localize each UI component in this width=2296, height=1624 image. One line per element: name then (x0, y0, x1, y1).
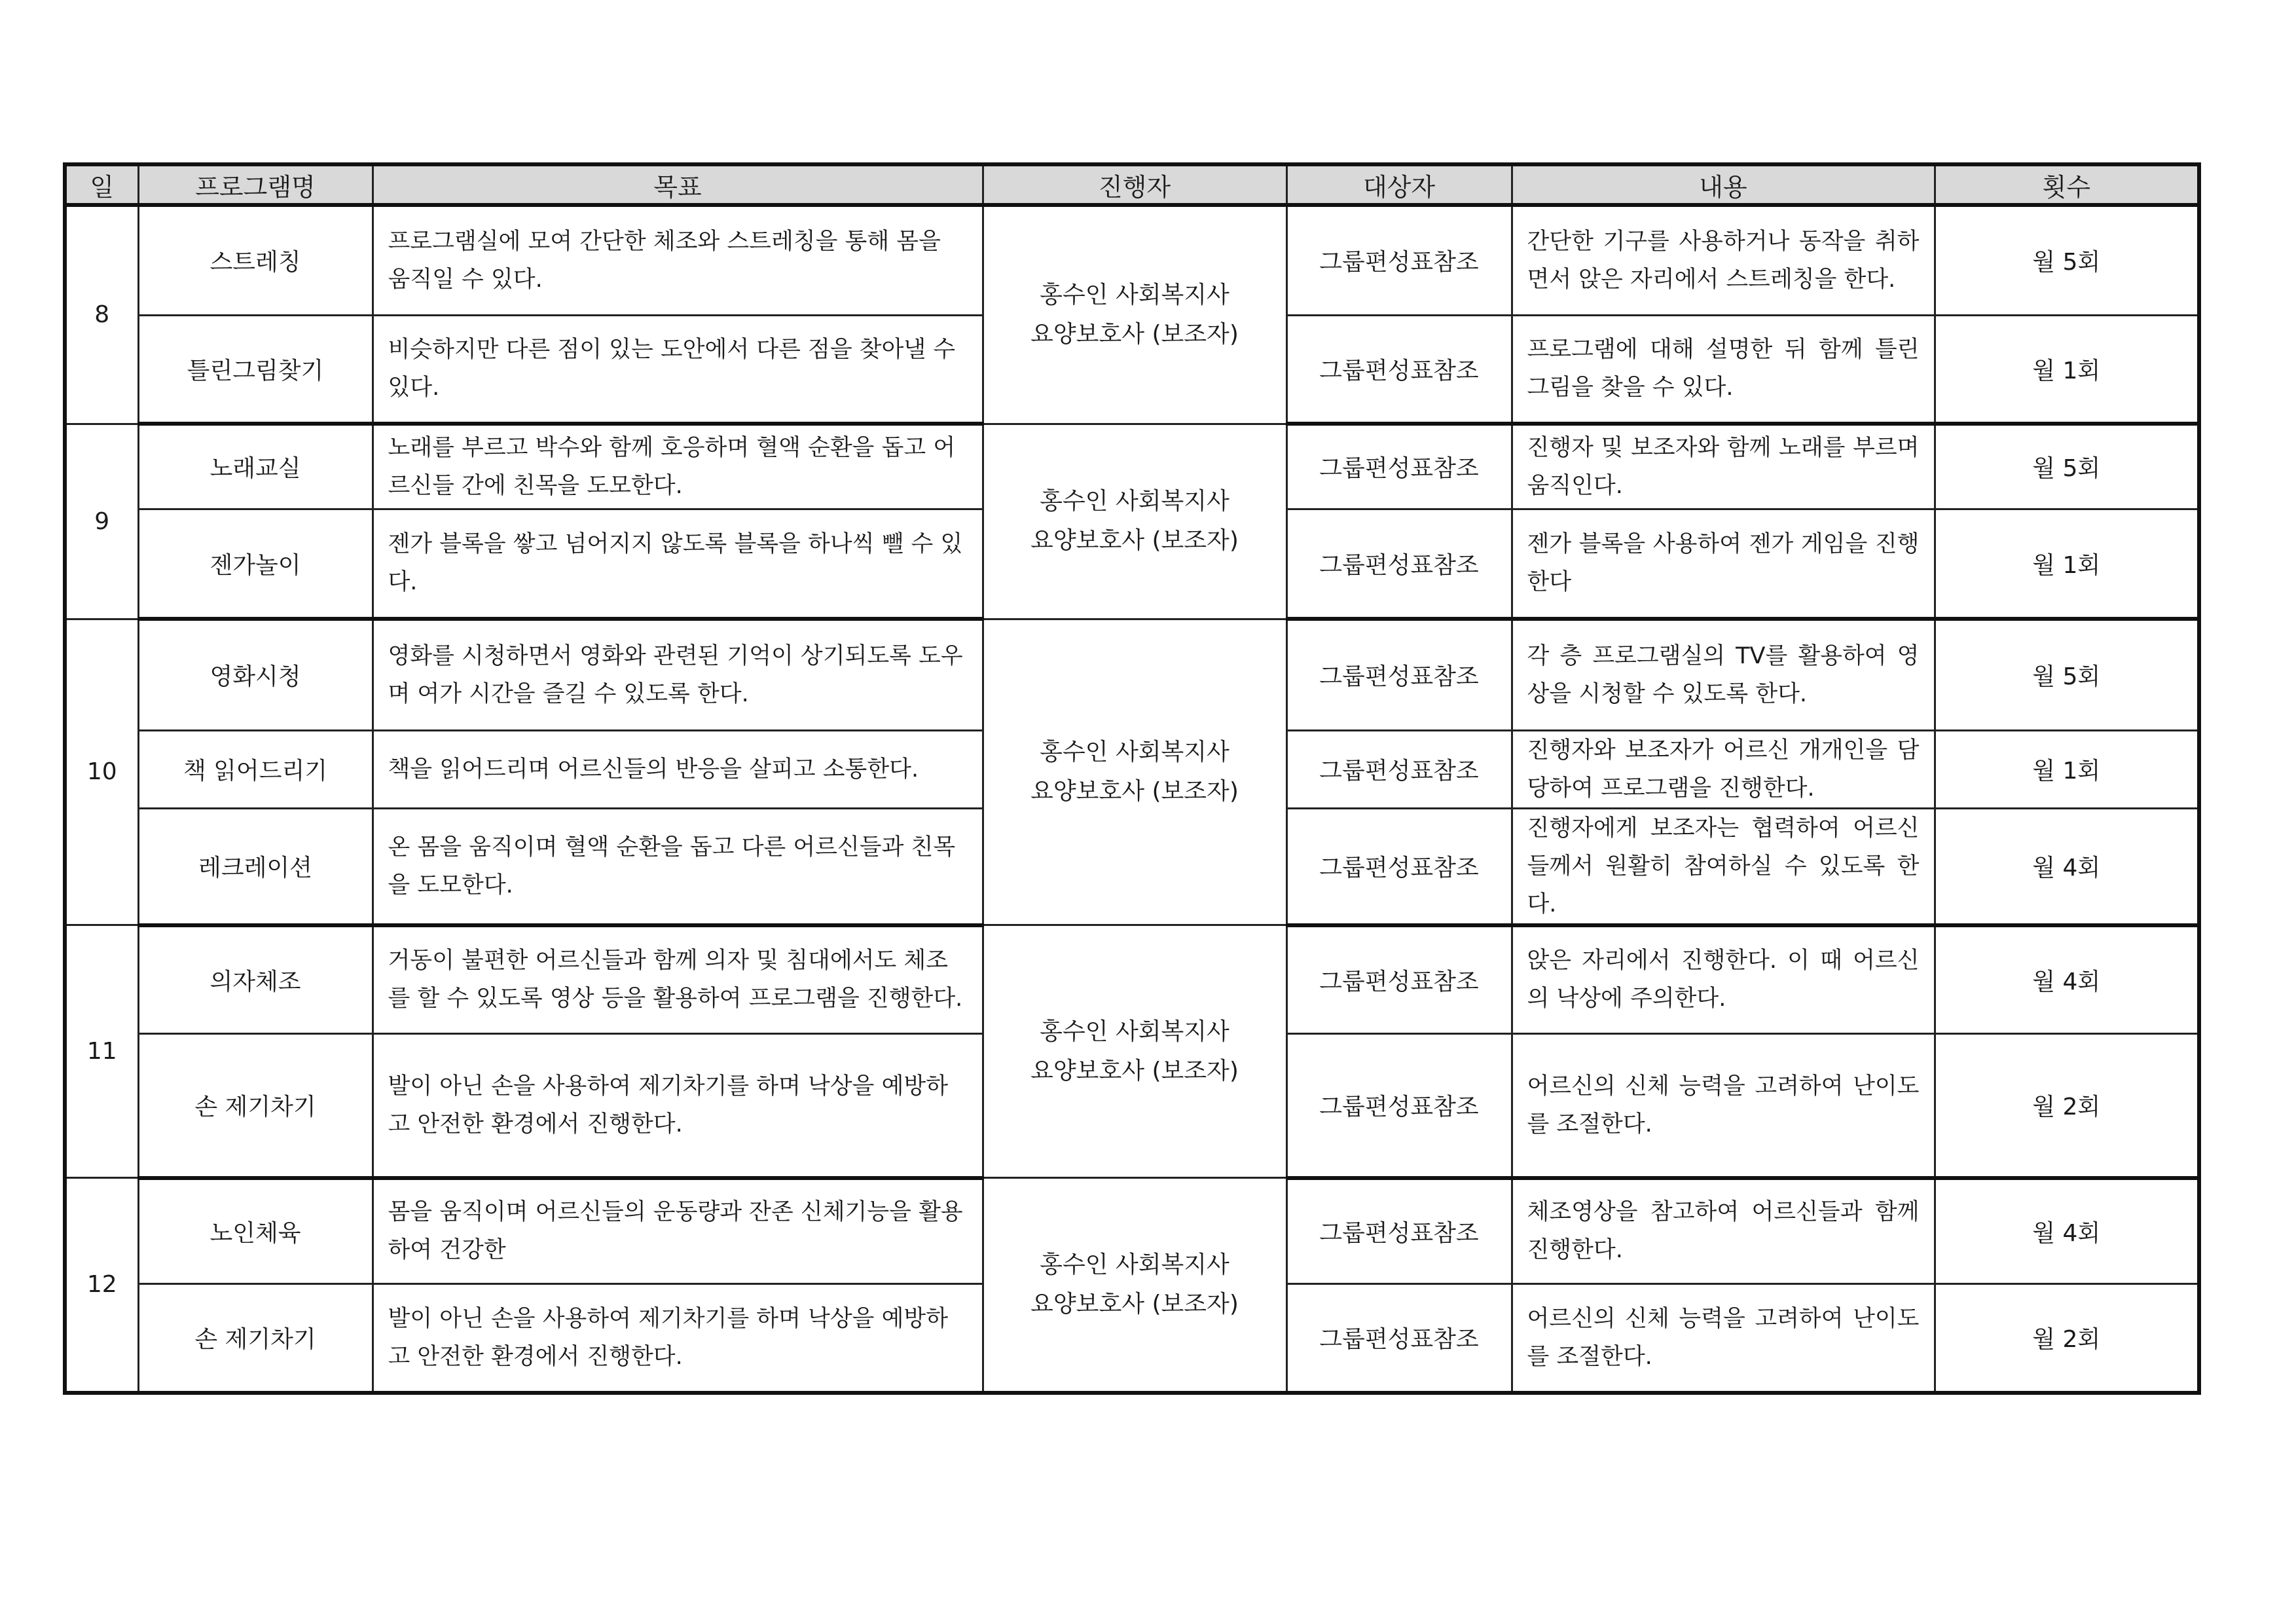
document-sheet (63, 162, 2197, 1380)
content-text: 프로그램에 대해 설명한 뒤 함께 틀린 그림을 찾을 수 있다. (1512, 315, 1935, 424)
header-program: 프로그램명 (138, 164, 373, 205)
program-name: 손 제기차기 (138, 1284, 373, 1393)
leader-cell (983, 925, 1286, 1178)
leader-assistant: 요양보호사 (보조자) (1030, 320, 1239, 348)
header-target: 대상자 (1286, 164, 1512, 205)
table-row (65, 925, 2199, 1034)
content-text: 체조영상을 참고하여 어르신들과 함께 진행한다. (1512, 1178, 1935, 1284)
leader-cell (983, 619, 1286, 925)
goal-text: 거동이 불편한 어르신들과 함께 의자 및 침대에서도 체조를 할 수 있도록 영상 등을 활용하여 프로그램을 진행한다. (373, 925, 983, 1034)
content-text: 간단한 기구를 사용하거나 동작을 취하면서 앉은 자리에서 스트레칭을 한다. (1512, 205, 1935, 315)
target-text: 그룹편성표참조 (1286, 424, 1512, 509)
frequency-text: 월 5회 (1935, 205, 2199, 315)
program-schedule-table (63, 162, 2201, 1395)
target-text: 그룹편성표참조 (1286, 509, 1512, 619)
frequency-text: 월 4회 (1935, 808, 2199, 925)
goal-text: 노래를 부르고 박수와 함께 호응하며 혈액 순환을 돕고 어르신들 간에 친목을 도모한다. (373, 424, 983, 509)
leader-cell (983, 424, 1286, 619)
leader-primary: 홍수인 사회복지사 (1040, 1251, 1230, 1278)
table-row (65, 205, 2199, 315)
program-name: 책 읽어드리기 (138, 730, 373, 808)
content-text: 진행자에게 보조자는 협력하여 어르신들께서 원활히 참여하실 수 있도록 한다. (1512, 808, 1935, 925)
goal-text: 영화를 시청하면서 영화와 관련된 기억이 상기되도록 도우며 여가 시간을 즐길 수 있도록 한다. (373, 619, 983, 730)
header-content: 내용 (1512, 164, 1935, 205)
leader-primary: 홍수인 사회복지사 (1040, 1018, 1230, 1045)
goal-text: 온 몸을 움직이며 혈액 순환을 돕고 다른 어르신들과 친목을 도모한다. (373, 808, 983, 925)
day-number: 8 (65, 205, 138, 424)
goal-text: 몸을 움직이며 어르신들의 운동량과 잔존 신체기능을 활용하여 건강한 (373, 1178, 983, 1284)
content-text: 진행자 및 보조자와 함께 노래를 부르며 움직인다. (1512, 424, 1935, 509)
program-name: 노래교실 (138, 424, 373, 509)
program-name: 레크레이션 (138, 808, 373, 925)
goal-text: 발이 아닌 손을 사용하여 제기차기를 하며 낙상을 예방하고 안전한 환경에서 진행한다. (373, 1034, 983, 1178)
frequency-text: 월 4회 (1935, 1178, 2199, 1284)
frequency-text: 월 2회 (1935, 1284, 2199, 1393)
frequency-text: 월 5회 (1935, 424, 2199, 509)
content-text: 어르신의 신체 능력을 고려하여 난이도를 조절한다. (1512, 1284, 1935, 1393)
goal-text: 젠가 블록을 쌓고 넘어지지 않도록 블록을 하나씩 뺄 수 있다. (373, 509, 983, 619)
content-text: 각 층 프로그램실의 TV를 활용하여 영상을 시청할 수 있도록 한다. (1512, 619, 1935, 730)
goal-text: 프로그램실에 모여 간단한 체조와 스트레칭을 통해 몸을 움직일 수 있다. (373, 205, 983, 315)
program-name: 스트레칭 (138, 205, 373, 315)
target-text: 그룹편성표참조 (1286, 1034, 1512, 1178)
day-number: 9 (65, 424, 138, 619)
target-text: 그룹편성표참조 (1286, 205, 1512, 315)
leader-cell (983, 1178, 1286, 1393)
table-row (65, 424, 2199, 509)
header-row (65, 164, 2199, 205)
target-text: 그룹편성표참조 (1286, 1284, 1512, 1393)
frequency-text: 월 1회 (1935, 509, 2199, 619)
leader-primary: 홍수인 사회복지사 (1040, 738, 1230, 766)
frequency-text: 월 5회 (1935, 619, 2199, 730)
content-text: 젠가 블록을 사용하여 젠가 게임을 진행한다 (1512, 509, 1935, 619)
leader-assistant: 요양보호사 (보조자) (1030, 777, 1239, 805)
content-text: 어르신의 신체 능력을 고려하여 난이도를 조절한다. (1512, 1034, 1935, 1178)
day-number: 10 (65, 619, 138, 925)
goal-text: 비슷하지만 다른 점이 있는 도안에서 다른 점을 찾아낼 수 있다. (373, 315, 983, 424)
program-name: 의자체조 (138, 925, 373, 1034)
program-name: 손 제기차기 (138, 1034, 373, 1178)
target-text: 그룹편성표참조 (1286, 925, 1512, 1034)
leader-assistant: 요양보호사 (보조자) (1030, 527, 1239, 554)
frequency-text: 월 4회 (1935, 925, 2199, 1034)
goal-text: 책을 읽어드리며 어르신들의 반응을 살피고 소통한다. (373, 730, 983, 808)
target-text: 그룹편성표참조 (1286, 808, 1512, 925)
frequency-text: 월 1회 (1935, 315, 2199, 424)
program-name: 틀린그림찾기 (138, 315, 373, 424)
frequency-text: 월 2회 (1935, 1034, 2199, 1178)
header-goal: 목표 (373, 164, 983, 205)
leader-primary: 홍수인 사회복지사 (1040, 488, 1230, 515)
content-text: 앉은 자리에서 진행한다. 이 때 어르신의 낙상에 주의한다. (1512, 925, 1935, 1034)
leader-assistant: 요양보호사 (보조자) (1030, 1057, 1239, 1084)
target-text: 그룹편성표참조 (1286, 1178, 1512, 1284)
day-number: 12 (65, 1178, 138, 1393)
program-name: 젠가놀이 (138, 509, 373, 619)
leader-assistant: 요양보호사 (보조자) (1030, 1290, 1239, 1318)
header-frequency: 횟수 (1935, 164, 2199, 205)
target-text: 그룹편성표참조 (1286, 730, 1512, 808)
leader-cell (983, 205, 1286, 424)
program-name: 노인체육 (138, 1178, 373, 1284)
day-number: 11 (65, 925, 138, 1178)
goal-text: 발이 아닌 손을 사용하여 제기차기를 하며 낙상을 예방하고 안전한 환경에서 진행한다. (373, 1284, 983, 1393)
frequency-text: 월 1회 (1935, 730, 2199, 808)
content-text: 진행자와 보조자가 어르신 개개인을 담당하여 프로그램을 진행한다. (1512, 730, 1935, 808)
leader-primary: 홍수인 사회복지사 (1040, 281, 1230, 308)
program-name: 영화시청 (138, 619, 373, 730)
header-day: 일 (65, 164, 138, 205)
header-leader: 진행자 (983, 164, 1286, 205)
table-row (65, 1178, 2199, 1284)
target-text: 그룹편성표참조 (1286, 619, 1512, 730)
target-text: 그룹편성표참조 (1286, 315, 1512, 424)
table-row (65, 619, 2199, 730)
